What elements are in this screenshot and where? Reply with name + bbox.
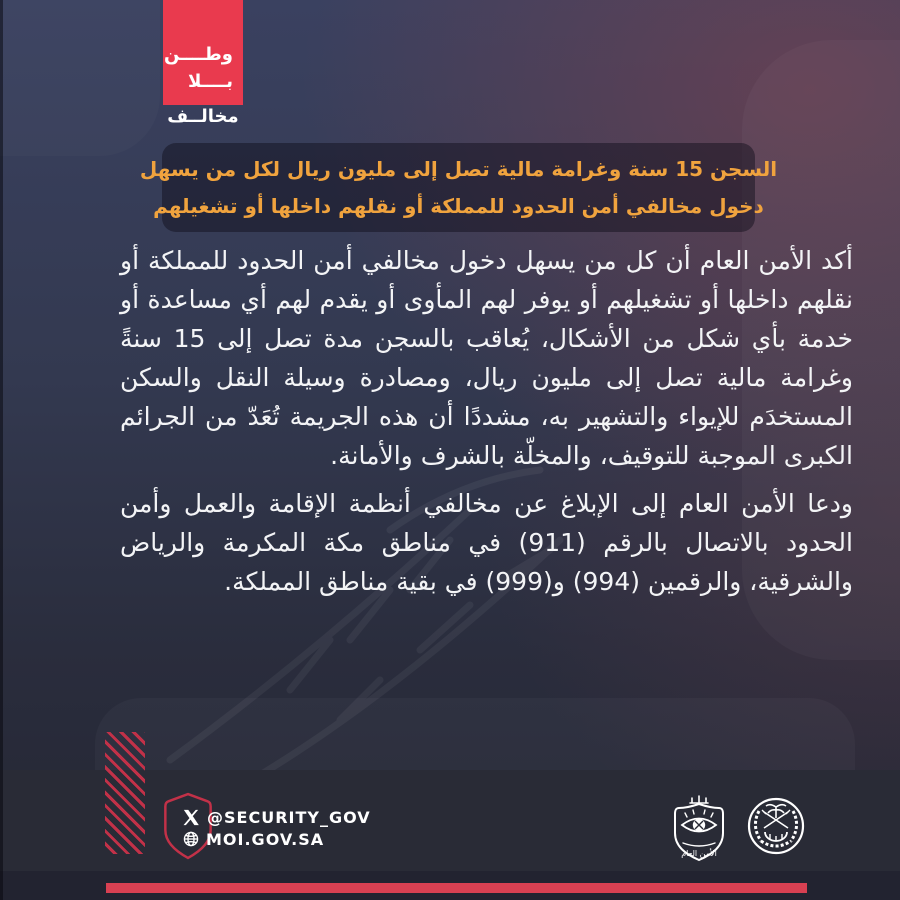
twitter-handle: @SECURITY_GOV — [207, 807, 371, 827]
hatch-stripes-decoration — [105, 732, 145, 854]
headline-box — [139, 143, 778, 232]
headline-line-2: دخول مخالفي أمن الحدود للمملكة أو نقلهم داخلها أو تشغيلهم — [153, 194, 764, 218]
announcement-body — [120, 241, 853, 601]
brand-word-mukhalif: مخالــف — [167, 106, 239, 127]
globe-icon — [183, 831, 199, 847]
public-security-emblem-label: الأمن العام — [681, 849, 717, 858]
brand-word-bila: بــــلا — [187, 71, 233, 92]
brand-logo-box — [163, 0, 243, 105]
social-links — [183, 807, 371, 849]
left-edge-shade — [0, 0, 3, 900]
public-security-emblem — [668, 795, 730, 863]
red-accent-bar — [106, 883, 807, 893]
moi-emblem — [746, 796, 806, 856]
headline-line-1: السجن 15 سنة وغرامة مالية تصل إلى مليون ريال لكل من يسهل — [139, 157, 778, 181]
body-paragraph-2: ودعا الأمن العام إلى الإبلاغ عن مخالفي أنظمة الإقامة والعمل وأمن الحدود بالاتصال بالرقم (911) في مناطق مكة المكرمة والرياض والشرقية، والرقمين (994) و(999) في بقية مناطق المملكة. — [120, 489, 853, 596]
brand-word-watan: وطــــن — [164, 44, 233, 65]
background-tile-top-left — [0, 0, 160, 156]
website-url: MOI.GOV.SA — [206, 829, 325, 849]
x-twitter-icon — [183, 809, 200, 826]
body-paragraph-1: أكد الأمن العام أن كل من يسهل دخول مخالفي أمن الحدود للمملكة أو نقلهم داخلها أو تشغيلهم أو يوفر لهم المأوى أو يقدم لهم أي مساعدة أو خدمة بأي شكل من الأشكال، يُعاقب بالسجن مدة تصل إلى 15 سنةً وغرامة مالية تصل إلى مليون ريال، ومصادرة وسيلة النقل والسكن المستخدَم للإيواء والتشهير به، مشددًا أن هذه الجريمة تُعَدّ من الجرائم الكبرى الموجبة للتوقيف، والمخلّة بالشرف والأمانة. — [120, 246, 853, 470]
